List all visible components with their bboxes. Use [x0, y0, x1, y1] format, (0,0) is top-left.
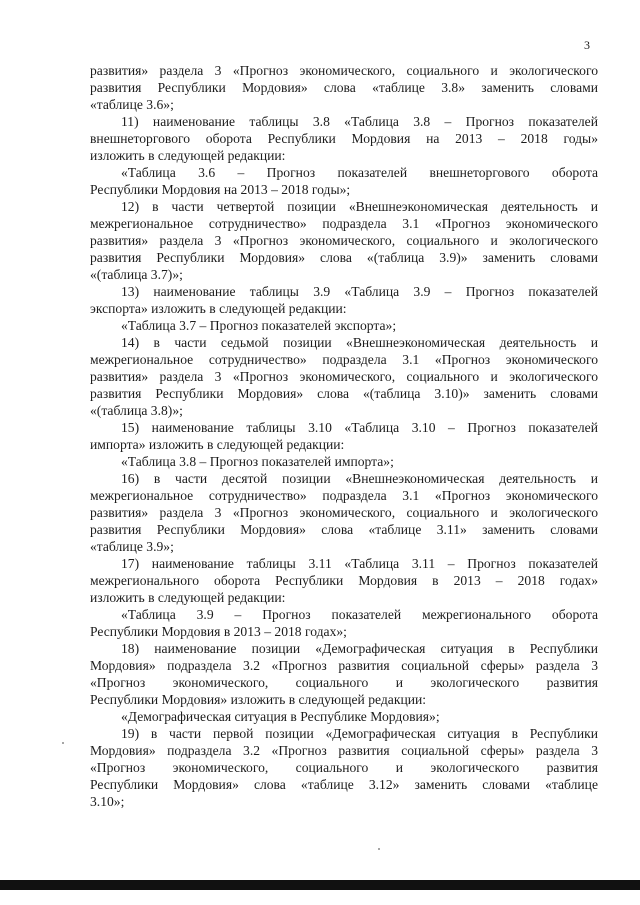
text-line: 3.10»; — [90, 794, 125, 809]
text-line: развития Республики Мордовия» слова «(таблица 3.10)» заменить словами — [90, 386, 598, 401]
text-line: Республики Мордовия» изложить в следующей редакции: — [90, 692, 427, 707]
text-line: 14) в части седьмой позиции «Внешнеэкономическая деятельность и — [121, 335, 598, 350]
text-line: Мордовия» подраздела 3.2 «Прогноз развития социальной сферы» раздела 3 — [90, 743, 598, 758]
text-line: развития» раздела 3 «Прогноз экономического, социального и экологического — [90, 369, 598, 384]
text-line: «Прогноз экономического, социального и экологического развития — [90, 760, 598, 775]
text-line: «Демографическая ситуация в Республике Мордовия»; — [121, 709, 440, 724]
text-line: «Таблица 3.9 – Прогноз показателей межрегионального оборота — [121, 607, 598, 622]
text-line: 19) в части первой позиции «Демографическая ситуация в Республики — [121, 726, 598, 741]
text-line: «(таблица 3.8)»; — [90, 403, 183, 418]
text-line: развития» раздела 3 «Прогноз экономического, социального и экологического — [90, 505, 598, 520]
text-line: Республики Мордовия» слова «таблице 3.12» заменить словами «таблице — [90, 777, 598, 792]
text-line: развития» раздела 3 «Прогноз экономического, социального и экологического — [90, 63, 598, 78]
text-line: «Таблица 3.8 – Прогноз показателей импорта»; — [121, 454, 394, 469]
text-line: 18) наименование позиции «Демографическая ситуация в Республики — [121, 641, 598, 656]
text-line: внешнеторгового оборота Республики Мордовия на 2013 – 2018 годы» — [90, 131, 598, 146]
text-line: 12) в части четвертой позиции «Внешнеэкономическая деятельность и — [121, 199, 598, 214]
text-line: межрегиональное сотрудничество» подраздела 3.1 «Прогноз экономического — [90, 488, 598, 503]
text-line: 17) наименование таблицы 3.11 «Таблица 3.11 – Прогноз показателей — [121, 556, 598, 571]
text-line: развития Республики Мордовия» слова «таблице 3.11» заменить словами — [90, 522, 598, 537]
scan-speck — [378, 848, 380, 850]
page-number: 3 — [584, 38, 590, 52]
text-line: 16) в части десятой позиции «Внешнеэкономическая деятельность и — [121, 471, 598, 486]
text-line: развития Республики Мордовия» слова «(таблица 3.9)» заменить словами — [90, 250, 598, 265]
text-line: межрегионального оборота Республики Мордовия в 2013 – 2018 годах» — [90, 573, 598, 588]
text-line: изложить в следующей редакции: — [90, 148, 286, 163]
text-line: развития» раздела 3 «Прогноз экономического, социального и экологического — [90, 233, 598, 248]
text-line: «Таблица 3.7 – Прогноз показателей экспорта»; — [121, 318, 397, 333]
text-line: межрегиональное сотрудничество» подраздела 3.1 «Прогноз экономического — [90, 352, 598, 367]
scan-speck — [62, 742, 64, 744]
text-line: импорта» изложить в следующей редакции: — [90, 437, 345, 452]
document-body — [90, 62, 598, 810]
text-line: межрегиональное сотрудничество» подраздела 3.1 «Прогноз экономического — [90, 216, 598, 231]
text-line: «таблице 3.9»; — [90, 539, 174, 554]
text-line: «(таблица 3.7)»; — [90, 267, 183, 282]
text-line: Республики Мордовия на 2013 – 2018 годы»; — [90, 182, 351, 197]
text-line: экспорта» изложить в следующей редакции: — [90, 301, 347, 316]
text-line: Мордовия» подраздела 3.2 «Прогноз развития социальной сферы» раздела 3 — [90, 658, 598, 673]
text-line: «таблице 3.6»; — [90, 97, 174, 112]
text-line: «Таблица 3.6 – Прогноз показателей внешнеторгового оборота — [121, 165, 598, 180]
text-line: развития Республики Мордовия» слова «таблице 3.8» заменить словами — [90, 80, 598, 95]
text-line: 11) наименование таблицы 3.8 «Таблица 3.8 – Прогноз показателей — [121, 114, 598, 129]
text-line: 15) наименование таблицы 3.10 «Таблица 3.10 – Прогноз показателей — [121, 420, 598, 435]
text-line: «Прогноз экономического, социального и экологического развития — [90, 675, 598, 690]
text-line: изложить в следующей редакции: — [90, 590, 286, 605]
text-line: Республики Мордовия в 2013 – 2018 годах»; — [90, 624, 347, 639]
text-line: 13) наименование таблицы 3.9 «Таблица 3.9 – Прогноз показателей — [121, 284, 598, 299]
scan-bottom-edge — [0, 880, 640, 890]
